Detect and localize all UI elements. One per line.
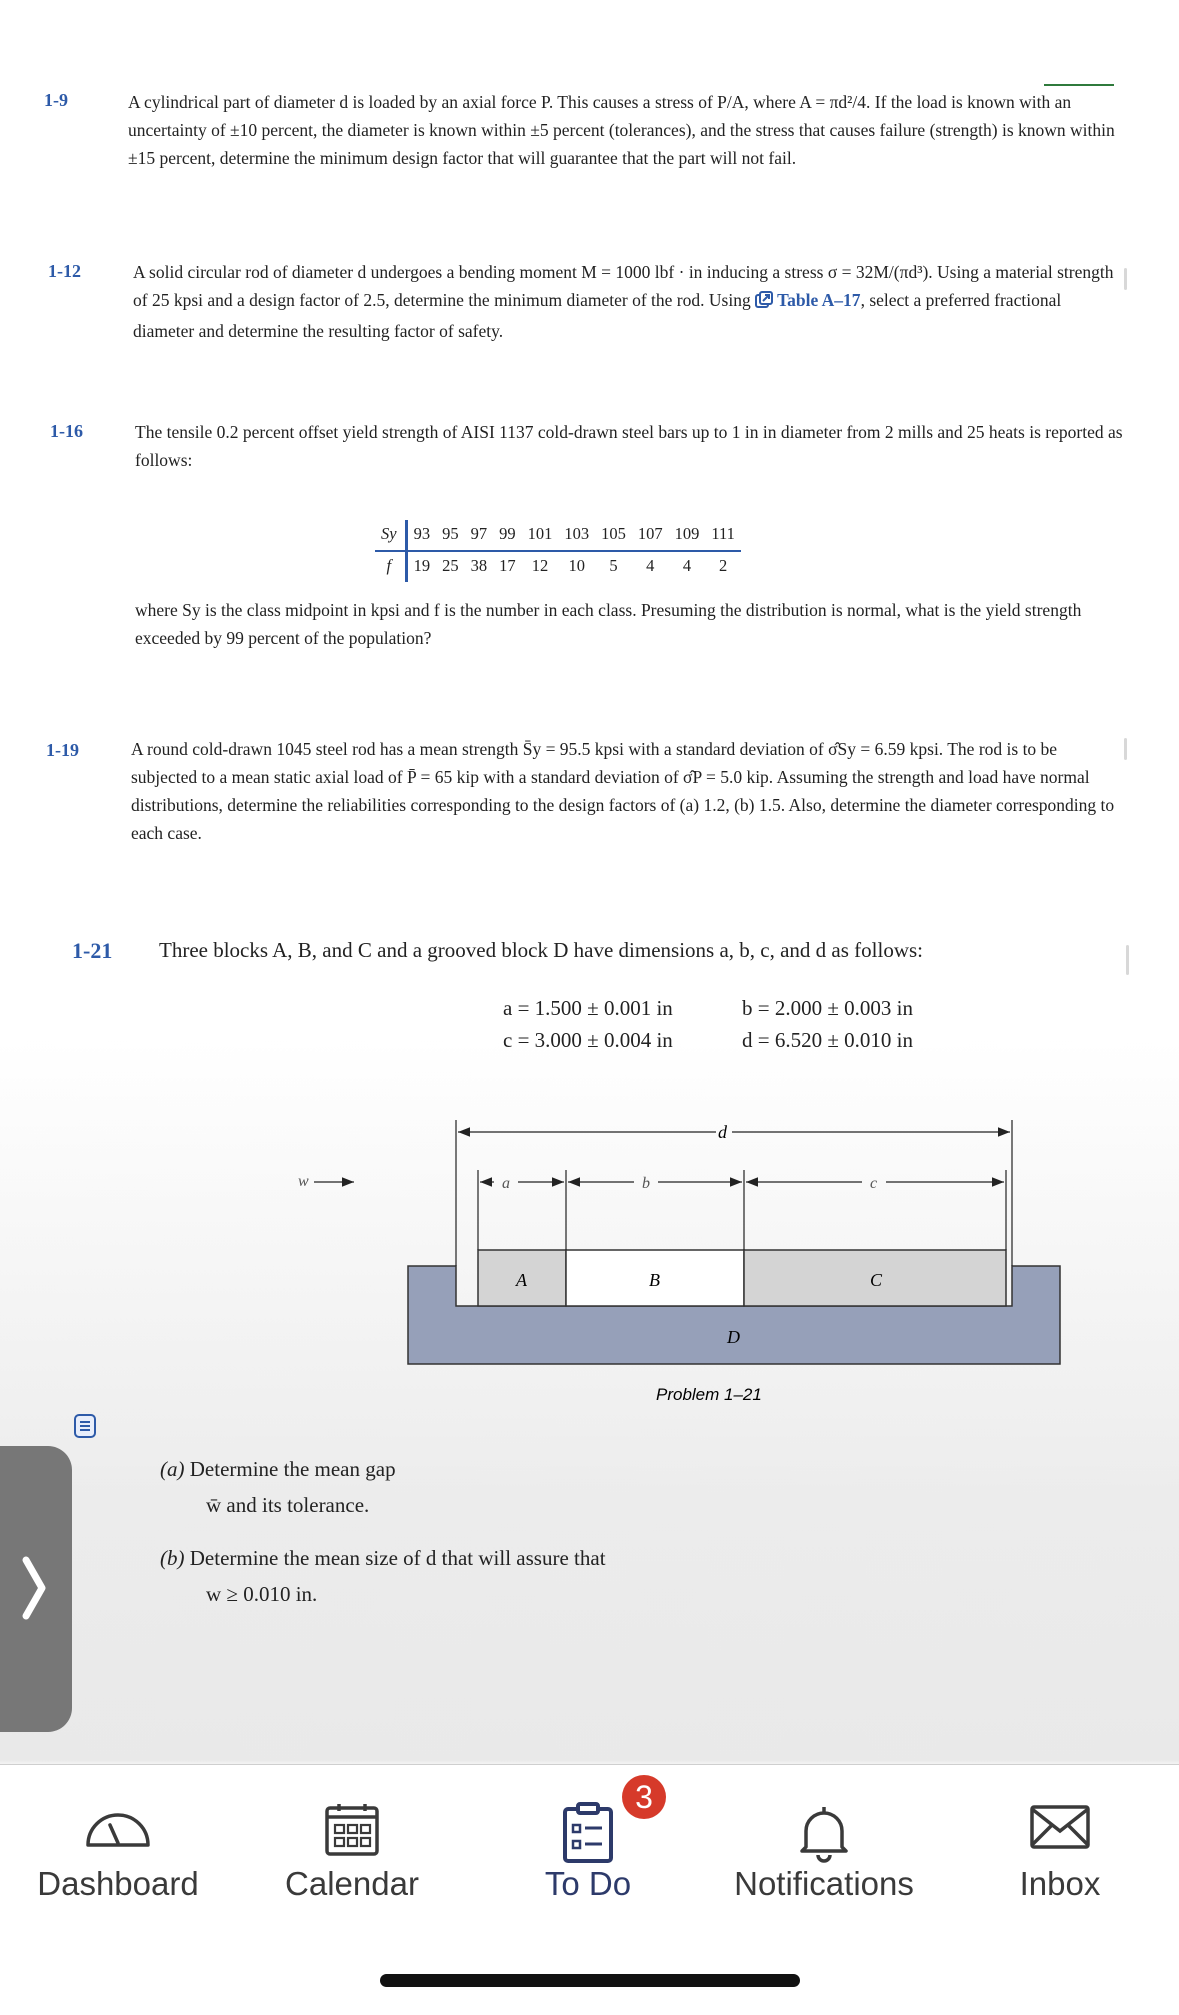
external-link-icon[interactable] [755,289,773,317]
tab-label: To Do [544,1865,632,1902]
problem-text: A round cold-drawn 1045 steel rod has a mean strength S̄y = 95.5 kpsi with a standard deviation of σ̂Sy = 6.59 kpsi. The rod is to be subjected to a mean static axial load of P̄ = 65 kip with a standard deviation of σ̂P = 5.0 kip. Assuming the strength and load have normal distributions, determine the reliabilities corresponding to the design factors of (a) 1.2, (b) 1.5. Also, determine the diameter corresponding to each case. [131,739,1115,843]
bell-icon [796,1801,852,1865]
table-cell: 2 [718,556,728,575]
table-cell: 4 [646,556,655,575]
tab-label: Dashboard [37,1865,199,1902]
table-cell: 19 [413,556,431,575]
tolerance-a: a = 1.500 ± 0.001 in [503,996,673,1020]
table-header-sy: Sy [375,520,406,551]
tab-label: Calendar [285,1865,419,1902]
block-label-d: D [727,1327,740,1347]
problem-number: 1-9 [44,90,68,110]
top-divider [1044,84,1114,86]
scroll-marker [1124,738,1127,760]
subquestion-a [160,1451,396,1523]
table-cell: 25 [442,556,459,575]
problem-text-part: , select a preferred fractional diameter and determine the resulting factor of safety. [133,290,1062,341]
table-cell: 111 [705,520,741,551]
problem-number: 1-16 [50,421,83,441]
grooved-block-figure [298,1110,1090,1410]
table-a17-link[interactable]: Table A–17 [777,290,861,310]
dim-label-w: w [298,1173,309,1190]
subquestion-text: Determine the mean size of d that will assure that [189,1546,606,1570]
table-cell: 93 [406,520,436,551]
problem-text: Three blocks A, B, and C and a grooved block D have dimensions a, b, c, and d as follows: [159,938,924,962]
table-cell: 97 [465,520,494,551]
side-panel-toggle[interactable] [0,1446,72,1732]
dim-label-a: a [502,1175,510,1192]
subquestion-b [160,1540,606,1612]
block-label-a: A [516,1270,527,1290]
todo-icon [560,1801,616,1865]
dashboard-icon [80,1801,156,1851]
problem-number: 1-12 [48,261,81,281]
table-cell: 95 [436,520,465,551]
problem-number: 1-19 [46,740,79,760]
table-cell: 38 [470,556,488,575]
problem-text: The tensile 0.2 percent offset yield strength of AISI 1137 cold-drawn steel bars up to 1 in in diameter from 2 mills and 25 heats is reported as follows: [135,422,1123,470]
table-header-f: f [375,551,406,582]
inbox-icon [1028,1801,1092,1853]
dim-label-c: c [870,1175,878,1192]
frequency-table [375,520,741,582]
subquestion-label: (b) [160,1546,185,1570]
table-cell: 103 [558,520,595,551]
block-label-b: B [649,1270,660,1290]
problem-number: 1-21 [72,938,113,963]
problem-text-part: A solid circular rod of diameter d undergoes a bending moment M = 1000 lbf · in inducing a stress σ = 32M/(πd³). Using a material strength of 25 kpsi and a design factor of 2.5, determine the minimum diameter of the rod. Using [133,262,1114,310]
dim-label-b: b [642,1175,650,1192]
subquestion-text: w ≥ 0.010 in. [206,1582,318,1606]
table-cell: 12 [531,556,549,575]
figure-caption: Problem 1–21 [656,1385,762,1404]
tab-label: Inbox [1019,1865,1101,1902]
block-label-c: C [870,1270,883,1290]
chevron-right-icon [0,1446,72,1732]
calendar-icon [324,1801,380,1857]
home-indicator[interactable] [380,1974,800,1987]
table-cell: 107 [632,520,669,551]
tolerance-d: d = 6.520 ± 0.010 in [742,1028,913,1052]
table-cell: 109 [669,520,706,551]
document-icon[interactable] [74,1414,96,1438]
table-cell: 10 [568,556,585,575]
tolerance-b: b = 2.000 ± 0.003 in [742,996,913,1020]
dim-label-d: d [718,1122,727,1142]
subquestion-text: Determine the mean gap [189,1457,396,1481]
todo-count-badge: 3 [622,1775,666,1819]
table-cell: 17 [499,556,516,575]
table-cell: 99 [493,520,522,551]
tolerance-c: c = 3.000 ± 0.004 in [503,1028,673,1052]
scroll-marker [1126,945,1129,975]
subquestion-label: (a) [160,1457,185,1481]
subquestion-text: w̄ and its tolerance. [206,1493,370,1517]
table-cell: 5 [609,556,618,575]
problem-text [133,258,1123,345]
table-cell: 4 [682,556,692,575]
scroll-marker [1124,268,1127,290]
table-cell: 105 [595,520,632,551]
problem-text: where Sy is the class midpoint in kpsi and f is the number in each class. Presuming the distribution is normal, what is the yield strength exceeded by 99 percent of the population? [135,600,1082,648]
table-cell: 101 [522,520,559,551]
tab-label: Notifications [734,1865,914,1902]
problem-text: A cylindrical part of diameter d is loaded by an axial force P. This causes a stress of P/A, where A = πd²/4. If the load is known with an uncertainty of ±10 percent, the diameter is known within ±5 percent (tolerances), and the stress that causes failure (strength) is known within ±15 percent, determine the minimum design factor that will guarantee that the part will not fail. [128,92,1115,168]
